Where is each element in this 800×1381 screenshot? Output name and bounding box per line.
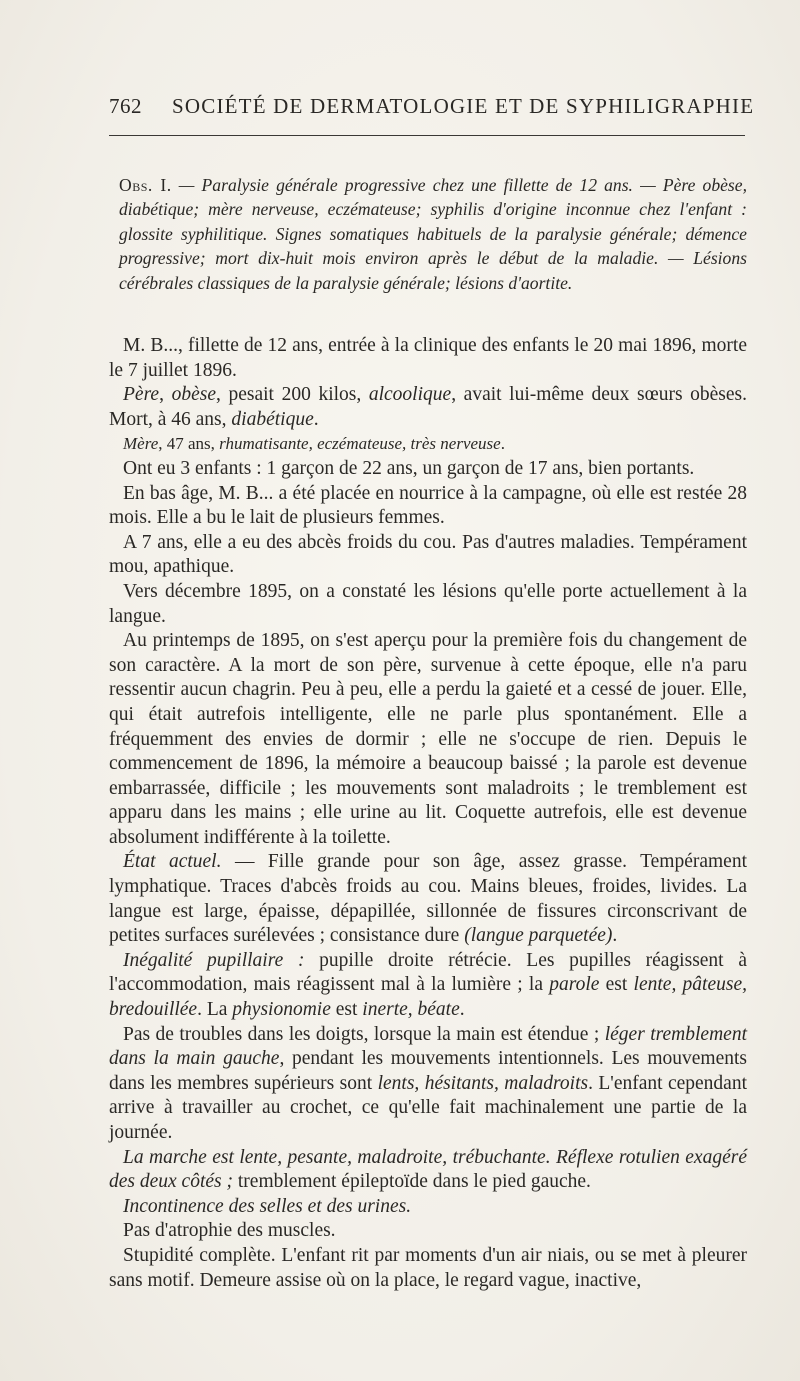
paragraph-incontinence — [109, 1195, 747, 1220]
page-header — [109, 94, 755, 122]
paragraph-movements — [109, 1023, 747, 1146]
current-state-end: . — [612, 925, 618, 947]
paragraph-december: Vers décembre 1895, on a constaté les lésions qu'elle porte actuellement à la langue. — [109, 580, 747, 627]
case-body — [109, 334, 747, 1293]
pupils-label: Inégalité pupillaire : — [123, 949, 305, 971]
paragraph-pupils — [109, 949, 747, 1023]
current-state-label: État actuel. — [123, 851, 222, 873]
movements-text-a: Pas de troubles dans les doigts, lorsque la main est étendue ; — [123, 1023, 605, 1045]
paragraph-father: Père, obèse, pesait 200 kilos, alcoolique, avait lui-même deux sœurs obèses. Mort, à 46 ans, diabétique. — [109, 384, 748, 430]
pupils-text-b: est — [599, 974, 634, 996]
movements-text-b: , pendant les mouvements intentionnels. Les mouvements dans les membres supérieurs sont — [109, 1048, 747, 1094]
speech-label: parole — [549, 974, 600, 996]
page-number: 762 — [109, 94, 142, 118]
paragraph-stupidity: Stupidité complète. L'enfant rit par moments d'un air niais, ou se met à pleurer sans motif. Demeure assise où on la place, le regard vague, inactive, — [109, 1244, 747, 1291]
paragraph-current-state — [109, 850, 747, 948]
header-rule — [109, 135, 745, 136]
paragraph-gait — [109, 1146, 747, 1195]
physiognomy-description: inerte, béate — [362, 999, 460, 1021]
observation-summary — [119, 173, 747, 295]
pupils-text-c: . La — [197, 999, 233, 1021]
mother-traits: rhumatisante, eczémateuse, très nerveuse — [219, 434, 501, 454]
father-text-end: . — [313, 408, 319, 430]
current-state-text: — Fille grande pour son âge, assez grasse. Tempérament lymphatique. Traces d'abcès froids au cou. Mains bleues, froides, livides. La langue est large, épaisse, dépapillée, sillonnée de fissures circonscrivant de petites surfaces surélevées ; consistance dure — [109, 851, 747, 947]
pupils-text-end: . — [459, 999, 465, 1021]
mother-label: Mère — [123, 434, 159, 454]
paragraph-atrophy: Pas d'atrophie des muscles. — [123, 1220, 336, 1242]
gait-text-end: tremblement épileptoïde dans le pied gauche. — [233, 1171, 591, 1193]
father-diabetic: diabétique — [231, 408, 314, 430]
tremor-note: léger tremblement dans la main gauche — [109, 1023, 747, 1070]
father-label: Père — [123, 384, 160, 406]
pupils-text-d: est — [330, 999, 363, 1021]
paragraph-admission: M. B..., fillette de 12 ans, entrée à la clinique des enfants le 20 mai 1896, morte le 7 juillet 1896. — [109, 335, 747, 381]
running-title: SOCIÉTÉ DE DERMATOLOGIE ET DE SYPHILIGRAPHIE — [172, 94, 755, 118]
paragraph-spring: Au printemps de 1895, on s'est aperçu pour la première fois du changement de son caractère. A la mort de son père, survenue à cette époque, elle n'a paru ressentir aucun chagrin. Peu à peu, elle a perdu la gaieté et a cessé de jouer. Elle, qui était autrefois intelligente, elle ne parle plus spontanément. Elle a fréquemment des envies de dormir ; elle ne s'occupe de rien. Depuis le commencement de 1896, la mémoire a beaucoup baissé ; la parole est devenue embarrassée, difficile ; les mouvements sont maladroits ; le tremblement est apparu dans les mains ; elle urine au lit. Coquette autrefois, elle est devenue absolument indifférente à la toilette. — [109, 630, 747, 848]
movements-text-c: . L'enfant cependant arrive à travailler au crochet, ce qu'elle fait machinalement une partie de la journée. — [109, 1072, 747, 1143]
observation-summary-text: — Paralysie générale progressive chez une fillette de 12 ans. — Père obèse, diabétique; mère nerveuse, eczémateuse; syphilis d'origine inconnue chez l'enfant : glossite syphilitique. Signes somatiques habituels de la paralysie générale; démence progressive; mort dix-huit mois environ après le début de la maladie. — Lésions cérébrales classiques de la paralysie générale; lésions d'aortite. — [119, 175, 747, 293]
observation-label: Obs. I. — [119, 175, 172, 195]
mother-text-a: , 47 ans, — [158, 434, 220, 454]
gait-note: La marche est lente, pesante, maladroite, trébuchante. Réflexe rotulien exagéré des deux côtés ; — [109, 1146, 747, 1193]
paragraph-age-seven: A 7 ans, elle a eu des abcès froids du cou. Pas d'autres maladies. Tempérament mou, apathique. — [109, 531, 747, 578]
tongue-note: (langue parquetée) — [464, 925, 613, 947]
father-alcoholic: alcoolique — [368, 384, 452, 406]
paragraph-infancy: En bas âge, M. B... a été placée en nourrice à la campagne, où elle est restée 28 mois. Elle a bu le lait de plusieurs femmes. — [109, 482, 747, 529]
mother-text-end: . — [500, 434, 505, 454]
physiognomy-label: physionomie — [232, 999, 331, 1021]
father-obese: obèse — [171, 384, 216, 406]
incontinence-text: Incontinence des selles et des urines. — [123, 1195, 412, 1217]
pupils-text-a: pupille droite rétrécie. Les pupilles réagissent à l'accommodation, mais réagissent mal à la lumière ; la — [109, 949, 747, 996]
speech-description: lente, pâteuse, bredouillée — [109, 974, 747, 1021]
paragraph-siblings: Ont eu 3 enfants : 1 garçon de 22 ans, un garçon de 17 ans, bien portants. — [123, 457, 695, 479]
father-text-a: , pesait 200 kilos, — [216, 384, 369, 406]
father-text-b: , avait lui-même deux sœurs obèses. Mort, à 46 ans, — [109, 384, 748, 430]
paragraph-mother — [109, 432, 747, 457]
limb-movement-note: lents, hésitants, maladroits — [377, 1072, 589, 1094]
